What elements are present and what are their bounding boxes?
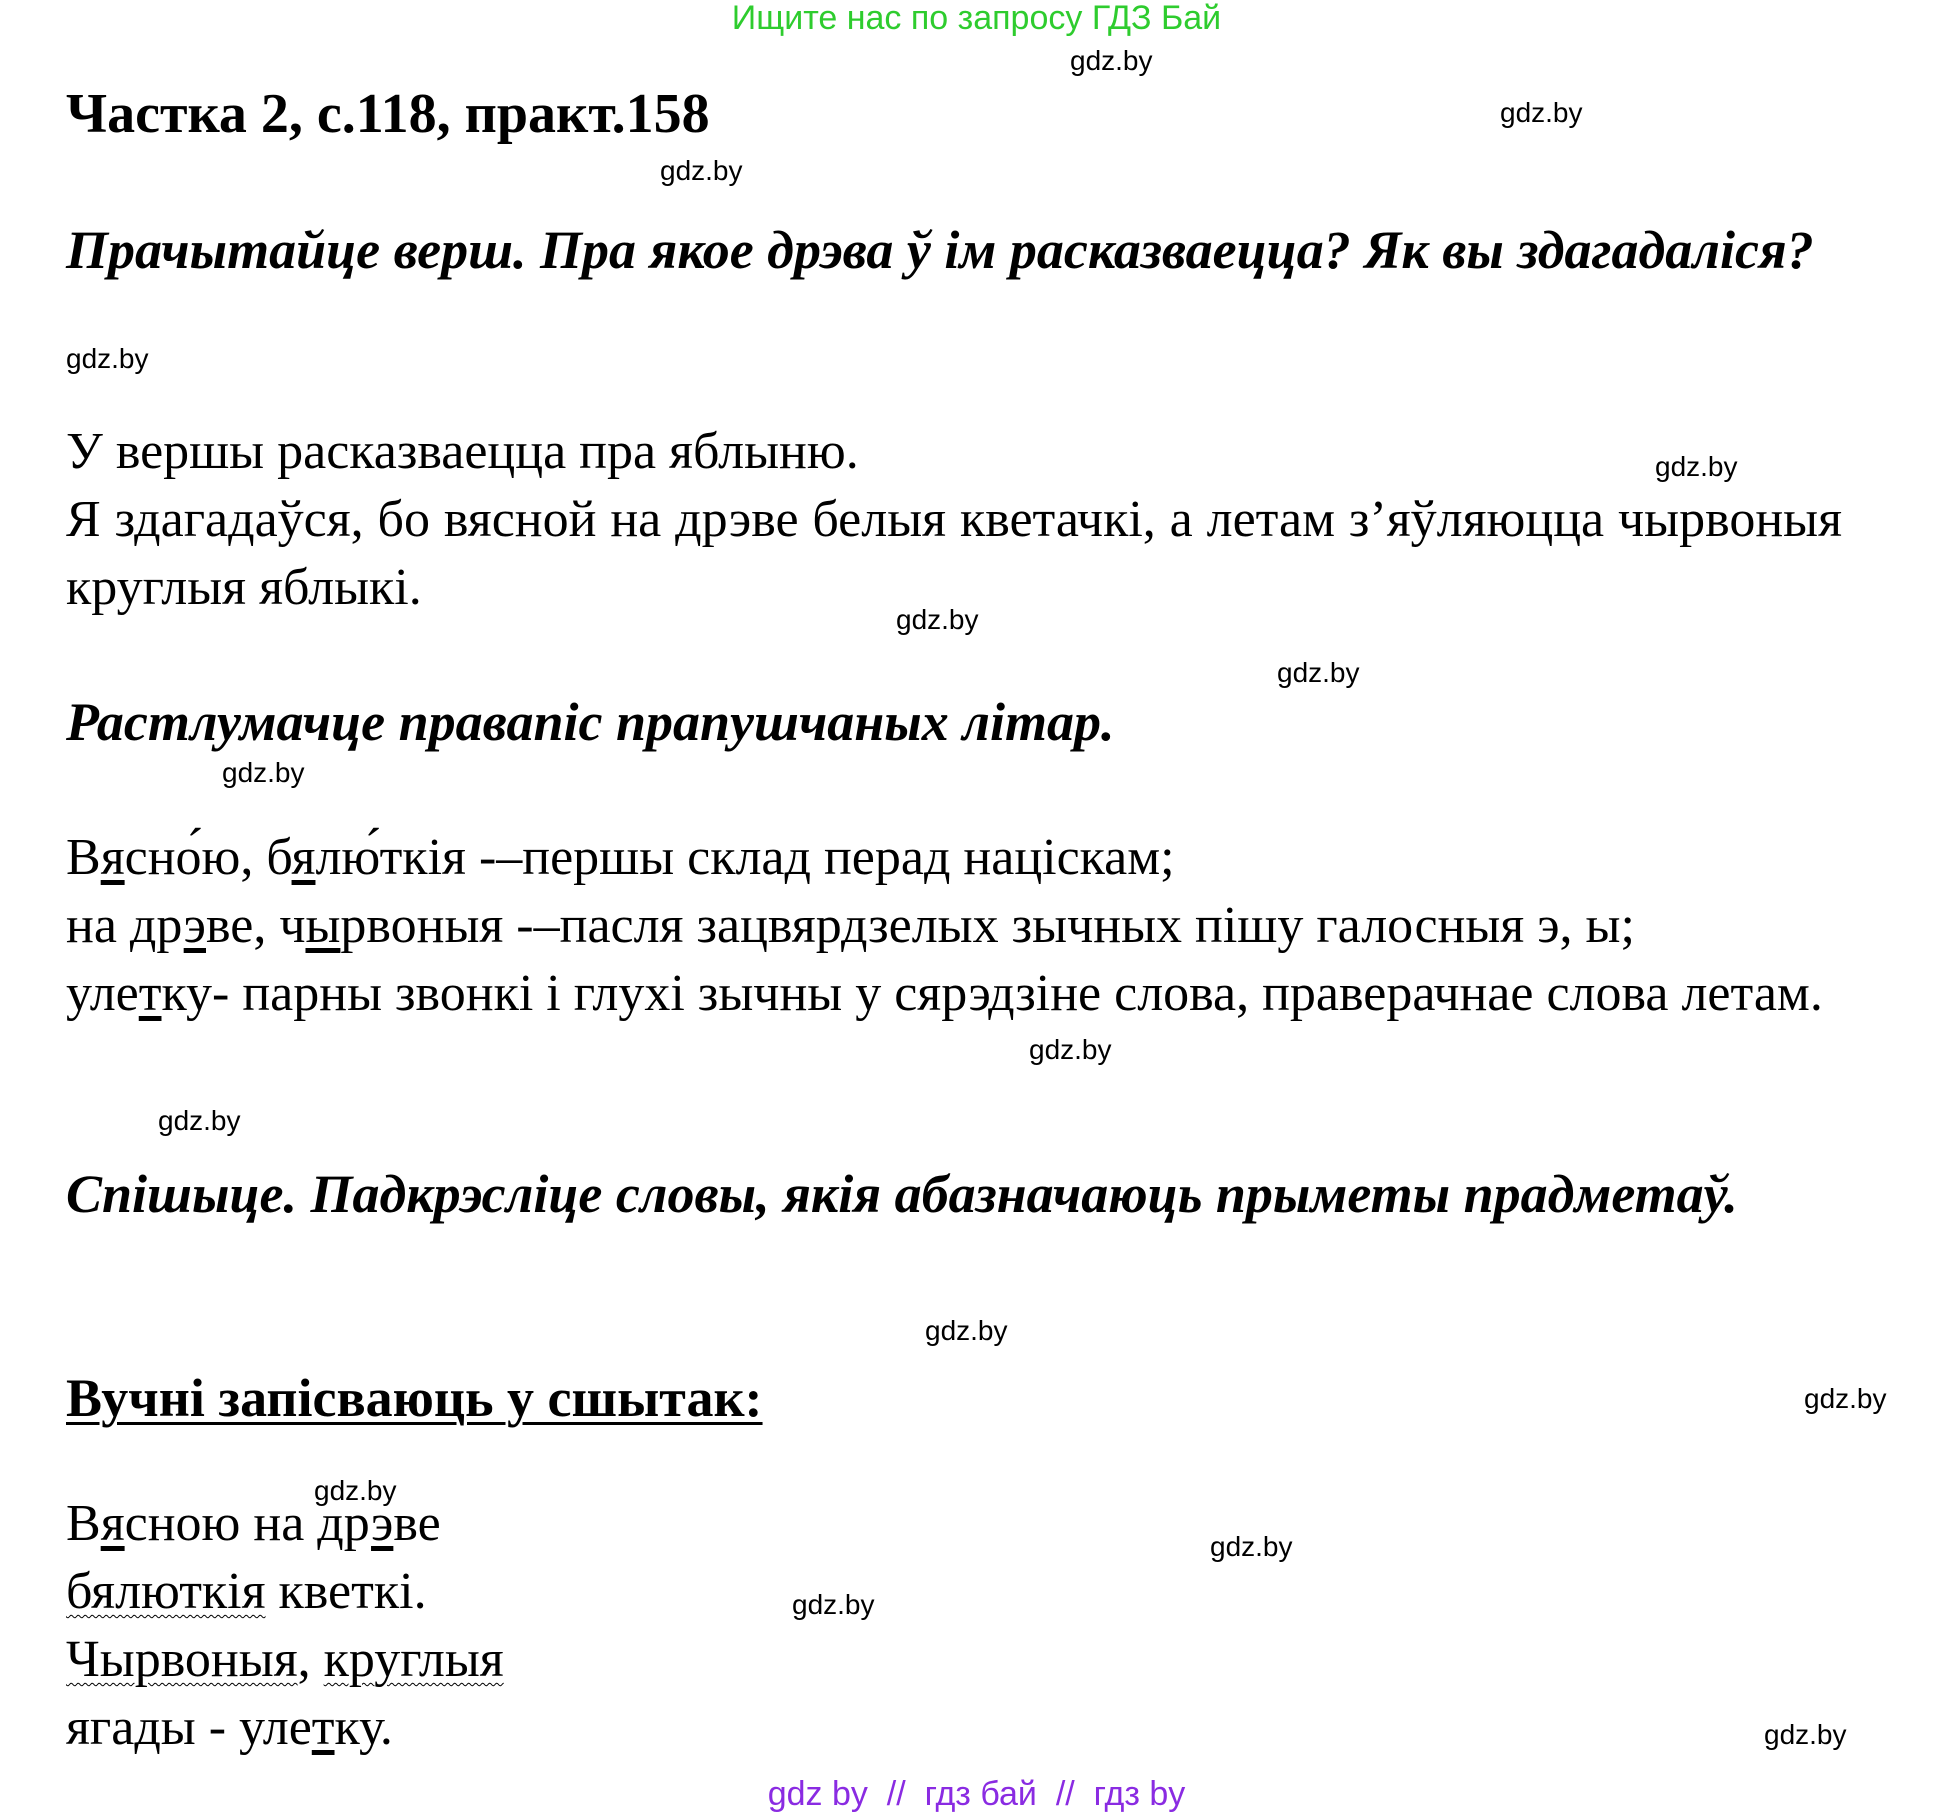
watermark: gdz.by [1210, 1531, 1293, 1562]
answer-2-line-1: Вясно́ю, бялю́ткія -–першы склад перад націскам; [66, 829, 1175, 886]
watermark: gdz.by [792, 1589, 875, 1620]
answer-1 [66, 418, 1842, 622]
underlined-letter: т [311, 1699, 335, 1756]
task-3: Спішыце. Падкрэсліце словы, якія абазначаюць прыметы прадметаў. [66, 1164, 1738, 1224]
watermark: gdz.by [1500, 97, 1583, 128]
footer-links: gdz by // гдз бай // гдз by [767, 1775, 1186, 1813]
underlined-letter: я [291, 829, 316, 886]
task-2: Растлумачце правапіс прапушчаных літар. [66, 692, 1115, 752]
answer-1-line-1: У вершы расказваецца пра яблыню. [66, 423, 859, 480]
watermark: gdz.by [1029, 1034, 1112, 1065]
wavy-underlined-word: бялюткія [66, 1563, 266, 1620]
notebook-text [66, 1490, 504, 1762]
underlined-letter: я [100, 1495, 125, 1552]
wavy-underlined-word: Чырвоныя [66, 1631, 298, 1688]
answer-2 [66, 824, 1842, 1028]
watermark: gdz.by [896, 604, 979, 635]
watermark: gdz.by [1655, 451, 1738, 482]
watermark: gdz.by [158, 1105, 241, 1136]
notebook-line-3: Чырвоныя, круглыя [66, 1631, 504, 1688]
underlined-letter: э [371, 1495, 394, 1552]
answer-2-line-2: на дрэве, чырвоныя -–пасля зацвярдзелых зычных пішу галосныя э, ы; [66, 897, 1635, 954]
task-1: Прачытайце верш. Пра якое дрэва ў ім расказваецца? Як вы здагадаліся? [66, 220, 1814, 280]
watermark: gdz.by [66, 343, 149, 374]
watermark: gdz.by [1070, 45, 1153, 76]
notebook-heading: Вучні запісваюць у сшытак: [66, 1368, 763, 1428]
answer-1-line-2: Я здагадаўся, бо вясной на дрэве белыя кветачкі, а летам з’яўляюцца чырвоныя круглыя яблыкі. [66, 491, 1842, 616]
notebook-line-1: Вясною на дрэве [66, 1495, 441, 1552]
watermark: gdz.by [314, 1475, 397, 1506]
watermark: gdz.by [1277, 657, 1360, 688]
underlined-letter: э [183, 897, 206, 954]
watermark: gdz.by [660, 155, 743, 186]
watermark: gdz.by [1764, 1719, 1847, 1750]
top-banner: Ищите нас по запросу ГДЗ Бай [731, 0, 1222, 37]
answer-2-line-3: улетку- парны звонкі і глухі зычны у сярэдзіне слова, праверачнае слова летам. [66, 965, 1823, 1022]
notebook-line-4: ягады - улетку. [66, 1699, 393, 1756]
page-title: Частка 2, с.118, практ.158 [66, 83, 710, 145]
underlined-letter: ы [305, 897, 341, 954]
underlined-letter: я [100, 829, 125, 886]
watermark: gdz.by [925, 1315, 1008, 1346]
notebook-line-2: бялюткія кветкі. [66, 1563, 427, 1620]
watermark: gdz.by [222, 757, 305, 788]
wavy-underlined-word: круглыя [323, 1631, 504, 1688]
underlined-letter: т [138, 965, 162, 1022]
watermark: gdz.by [1804, 1383, 1887, 1414]
